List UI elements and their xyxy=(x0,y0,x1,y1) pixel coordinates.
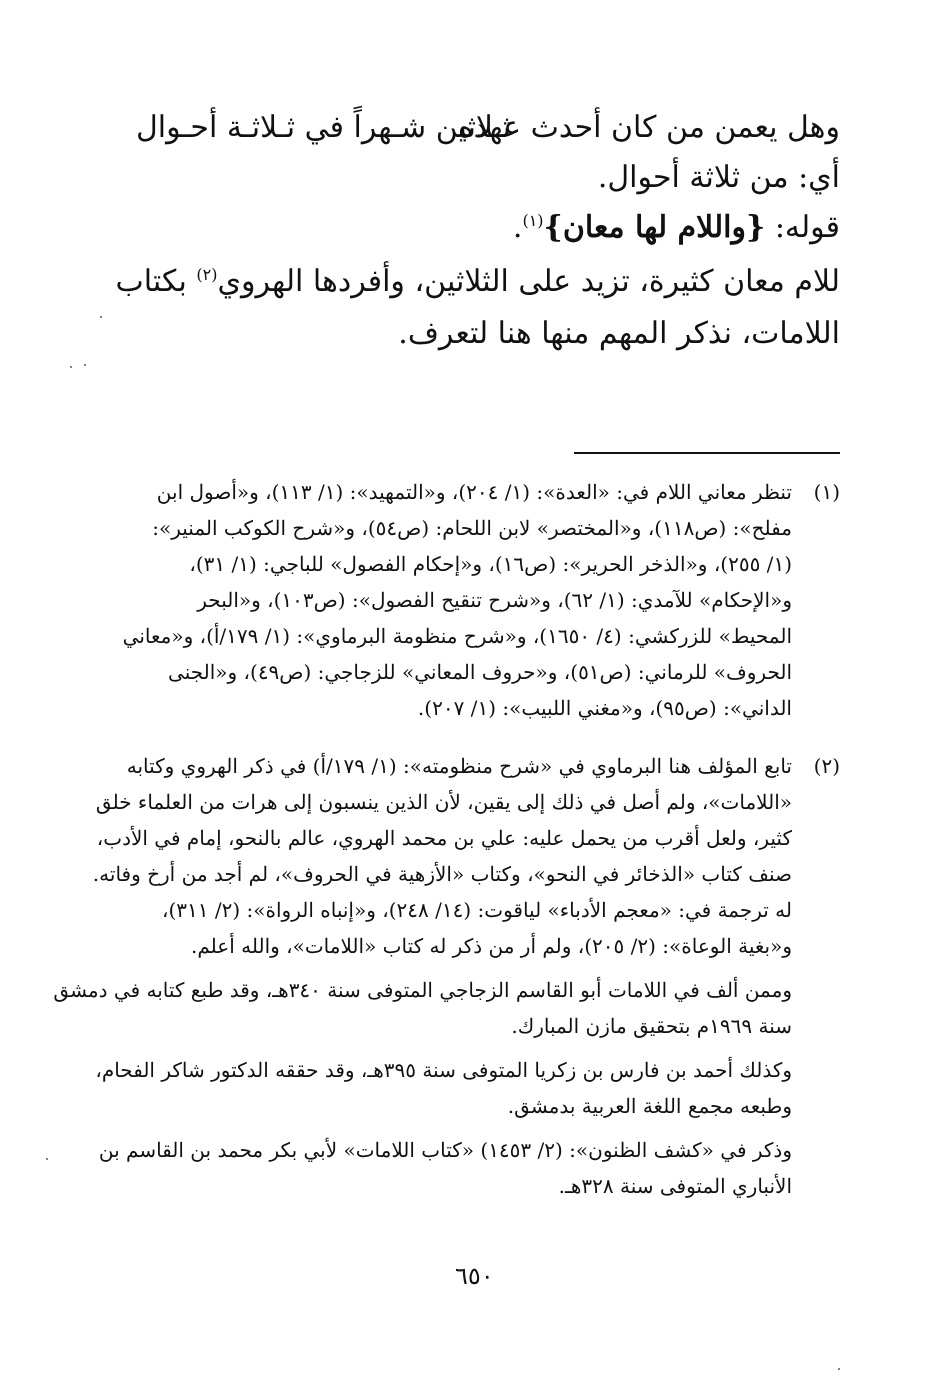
scan-speck xyxy=(838,1368,840,1370)
scan-speck xyxy=(70,366,72,368)
footnote-2-line: وطبعه مجمع اللغة العربية بدمشق. xyxy=(507,1094,792,1118)
body-line-3 xyxy=(116,264,840,299)
footnote-1-line: المحيط» للزركشي: (٤/ ١٦٥٠)، و«شرح منظومة البرماوي»: (١/ ١٧٩/أ)، و«معاني xyxy=(122,624,792,648)
footnote-1-line: الداني»: (ص٩٥)، و«مغني اللبيب»: (١/ ٢٠٧). xyxy=(417,696,792,720)
footnote-2-number: (٢) xyxy=(813,754,840,778)
footnote-1-line: (١/ ٢٥٥)، و«الذخر الحرير»: (ص١٦)، و«إحكام الفصول» للباجي: (١/ ٣١)، xyxy=(189,552,792,576)
scan-speck xyxy=(46,1158,48,1160)
footnote-2-line: صنف كتاب «الذخائر في النحو»، وكتاب «الأزهية في الحروف»، لم أجد من أرخ وفاته. xyxy=(92,862,792,886)
quote-intro: قوله: xyxy=(765,210,840,245)
footnote-2-line: وكذلك أحمد بن فارس بن زكريا المتوفى سنة ٣٩٥هـ، وقد حققه الدكتور شاكر الفحام، xyxy=(95,1058,792,1082)
body-line-2 xyxy=(513,210,840,245)
footnote-2-line: له ترجمة في: «معجم الأدباء» لياقوت: (١٤/ ٢٤٨)، و«إنباه الرواة»: (٢/ ٣١١)، xyxy=(162,898,792,922)
footnote-2-line: وذكر في «كشف الظنون»: (٢/ ١٤٥٣) «كتاب اللامات» لأبي بكر محمد بن القاسم بن xyxy=(98,1138,792,1162)
footnote-1-line: مفلح»: (ص١١٨)، و«المختصر» لابن اللحام: (ص٥٤)، و«شرح الكوكب المنير»: xyxy=(152,516,792,540)
line-end-period: . xyxy=(512,210,523,245)
verse-line xyxy=(136,110,840,156)
footnote-2-line: تابع المؤلف هنا البرماوي في «شرح منظومته»: (١/ ١٧٩/أ) في ذكر الهروي وكتابه xyxy=(126,754,792,778)
footnote-2-line: وممن ألف في اللامات أبو القاسم الزجاجي المتوفى سنة ٣٤٠هـ، وقد طبع كتابه في دمشق xyxy=(53,978,792,1002)
footnote-1-line: و«الإحكام» للآمدي: (١/ ٦٢)، و«شرح تنقيح الفصول»: (ص١٠٣)، و«البحر xyxy=(197,588,792,612)
body-line-3-part1: للام معان كثيرة، تزيد على الثلاثين، وأفردها الهروي xyxy=(217,264,840,299)
body-line-1: أي: من ثلاثة أحوال. xyxy=(597,160,840,195)
footnote-2-line: كثير، ولعل أقرب من يحمل عليه: علي بن محمد الهروي، عالم بالنحو، إمام في الأدب، xyxy=(96,826,792,850)
footnote-1-number: (١) xyxy=(813,480,840,504)
verse-right-hemistich: وهل يعمن من كان أحدث عهده xyxy=(457,110,840,145)
scan-speck xyxy=(100,316,102,318)
footnote-ref-1: (١) xyxy=(522,211,544,230)
body-line-3-part2: بكتاب xyxy=(115,264,197,299)
footnote-2-line: الأنباري المتوفى سنة ٣٢٨هـ. xyxy=(558,1174,792,1198)
footnote-2-line: سنة ١٩٦٩م بتحقيق مازن المبارك. xyxy=(511,1014,792,1038)
footnote-separator xyxy=(574,452,840,454)
body-line-4: اللامات، نذكر المهم منها هنا لتعرف. xyxy=(398,316,840,351)
footnote-2-line: «اللامات»، ولم أصل في ذلك إلى يقين، لأن الذين ينسبون إلى هرات من العلماء خلق xyxy=(95,790,792,814)
scan-speck xyxy=(84,364,86,366)
footnote-ref-2: (٢) xyxy=(196,265,218,284)
verse-left-hemistich: ثـلاثين شـهراً في ثـلاثـة أحـوال xyxy=(136,110,511,145)
footnote-1-line: تنظر معاني اللام في: «العدة»: (١/ ٢٠٤)، و«التمهيد»: (١/ ١١٣)، و«أصول ابن xyxy=(156,480,792,504)
footnote-1-line: الحروف» للرماني: (ص٥١)، و«حروف المعاني» للزجاجي: (ص٤٩)، و«الجنى xyxy=(168,660,792,684)
page-number: ٦٥٠ xyxy=(455,1262,494,1290)
footnote-2-line: و«بغية الوعاة»: (٢/ ٢٠٥)، ولم أر من ذكر له كتاب «اللامات»، والله أعلم. xyxy=(191,934,792,958)
quoted-matn: {واللام لها معان} xyxy=(543,210,766,245)
